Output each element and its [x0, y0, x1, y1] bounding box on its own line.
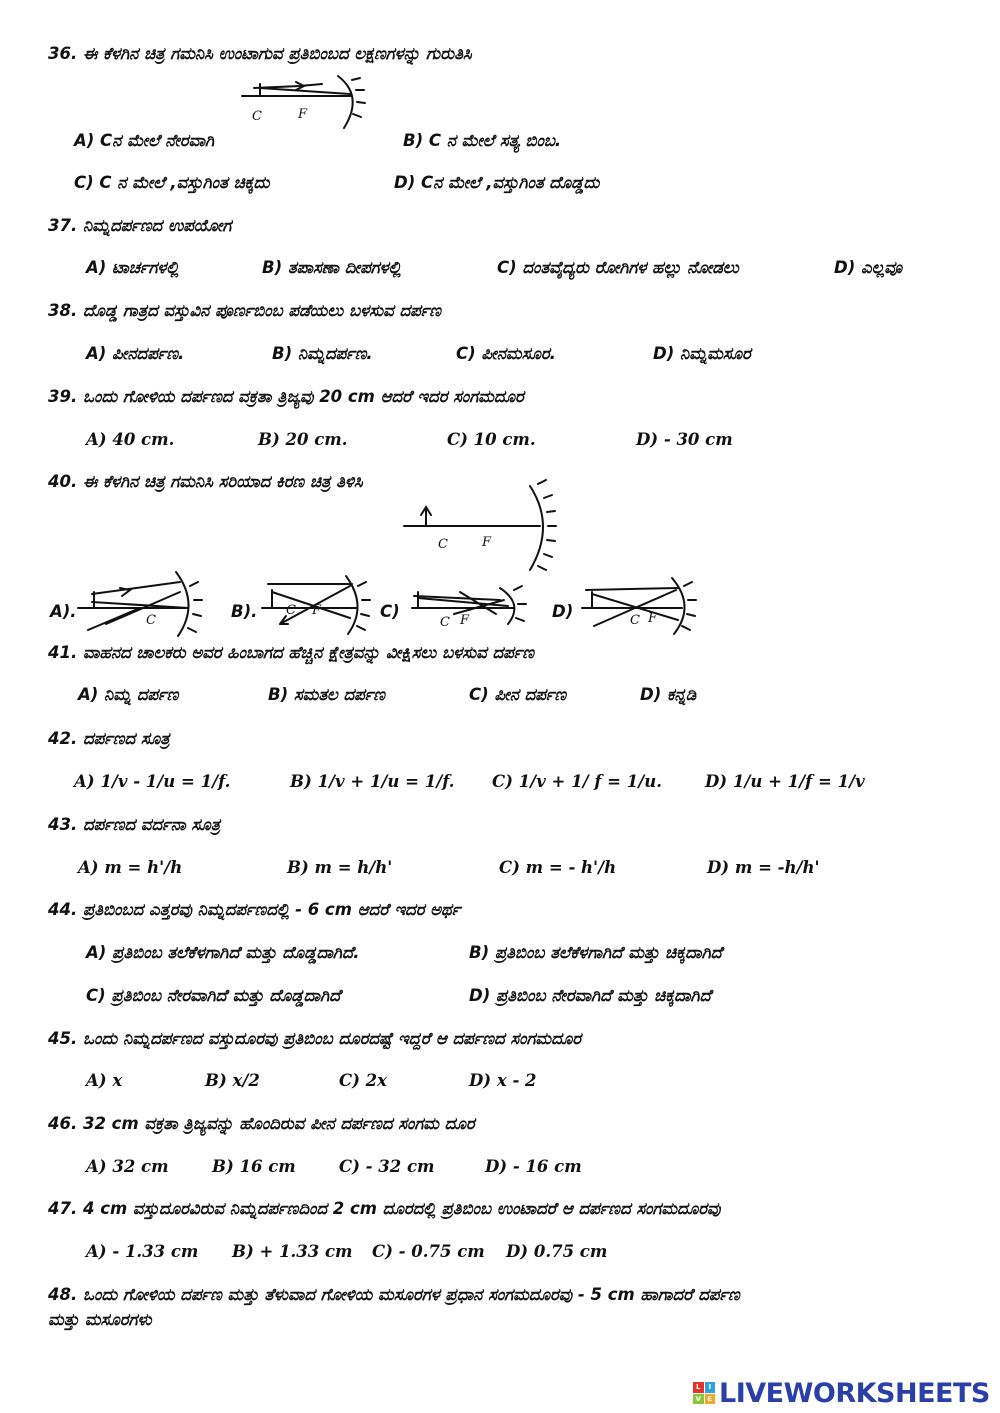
q37-option-c[interactable]: C) ದಂತವೈದ್ಯರು ರೋಗಿಗಳ ಹಲ್ಲು ನೋಡಲು [497, 258, 739, 277]
q39-option-c[interactable]: C) 10 cm. [447, 430, 536, 449]
q44-option-d[interactable]: D) ಪ್ರತಿಬಿಂಬ ನೇರವಾಗಿದೆ ಮತ್ತು ಚಿಕ್ಕದಾಗಿದೆ [469, 986, 711, 1005]
question-39: 39. ಒಂದು ಗೋಳಿಯ ದರ್ಪಣದ ವಕ್ರತಾ ತ್ರಿಜ್ಯವು 20 cm ಆದರೆ ಇದರ ಸಂಗಮದೂರ [48, 387, 524, 406]
q47-option-d[interactable]: D) 0.75 cm [506, 1242, 608, 1261]
q40d-f-label: F [648, 611, 658, 626]
question-44: 44. ಪ್ರತಿಬಿಂಬದ ಎತ್ತರವು ನಿಮ್ನದರ್ಪಣದಲ್ಲಿ - 6 cm ಆದರೆ ಇದರ ಅರ್ಥ [48, 900, 461, 919]
q40-option-b-diagram[interactable] [258, 572, 378, 638]
q40d-c-label: C [630, 613, 640, 628]
q41-option-d[interactable]: D) ಕನ್ನಡಿ [640, 685, 697, 704]
q36-option-d[interactable]: D) Cನ ಮೇಲೆ ,ವಸ್ತುಗಿಂತ ದೊಡ್ಡದು [394, 173, 600, 192]
q43-option-a[interactable]: A) m = h'/h [78, 858, 183, 877]
question-47: 47. 4 cm ವಸ್ತುದೂರವಿರುವ ನಿಮ್ನದರ್ಪಣದಿಂದ 2 cm ದೂರದಲ್ಲಿ ಪ್ರತಿಬಿಂಬ ಉಂಟಾದರೆ ಆ ದರ್ಪಣದ ಸಂಗಮದೂರವು [48, 1199, 721, 1218]
q40-main-diagram [400, 478, 570, 578]
q41-option-b[interactable]: B) ಸಮತಲ ದರ್ಪಣ [268, 685, 385, 704]
q41-option-a[interactable]: A) ನಿಮ್ನ ದರ್ಪಣ [78, 685, 179, 704]
q36-mirror-diagram [240, 70, 380, 132]
logo-mark-i: I [705, 1382, 716, 1393]
q37-option-b[interactable]: B) ತಪಾಸಣಾ ದೀಪಗಳಲ್ಲಿ [262, 258, 402, 277]
logo-mark-icon [693, 1382, 715, 1404]
q39-option-a[interactable]: A) 40 cm. [86, 430, 175, 449]
question-48: 48. ಒಂದು ಗೋಳಿಯ ದರ್ಪಣ ಮತ್ತು ತೆಳುವಾದ ಗೋಳಿಯ ಮಸೂರಗಳ ಪ್ರಧಾನ ಸಂಗಮದೂರವು - 5 cm ಹಾಗಾದರೆ ದರ್ಪಣ [48, 1285, 740, 1304]
q36-c-label: C [252, 109, 262, 124]
q46-option-d[interactable]: D) - 16 cm [485, 1157, 582, 1176]
logo-mark-l: L [693, 1382, 704, 1393]
q44-option-a[interactable]: A) ಪ್ರತಿಬಿಂಬ ತಲೆಕೆಳಗಾಗಿದೆ ಮತ್ತು ದೊಡ್ಡದಾಗಿದೆ. [86, 943, 360, 962]
q43-option-d[interactable]: D) m = -h/h' [707, 858, 820, 877]
q40b-c-label: C [286, 603, 296, 618]
logo-mark-e: E [705, 1394, 716, 1405]
q43-option-b[interactable]: B) m = h/h' [287, 858, 393, 877]
question-41: 41. ವಾಹನದ ಚಾಲಕರು ಅವರ ಹಿಂಬಾಗದ ಹೆಚ್ಚಿನ ಕ್ಷೇತ್ರವನ್ನು ವೀಕ್ಷಿಸಲು ಬಳಸುವ ದರ್ಪಣ [48, 643, 534, 662]
q40-option-a-diagram[interactable] [76, 568, 216, 638]
q38-option-a[interactable]: A) ಪೀನದರ್ಪಣ. [86, 344, 185, 363]
q45-option-d[interactable]: D) x - 2 [469, 1071, 537, 1090]
q47-option-b[interactable]: B) + 1.33 cm [232, 1242, 353, 1261]
question-46: 46. 32 cm ವಕ್ರತಾ ತ್ರಿಜ್ಯವನ್ನು ಹೊಂದಿರುವ ಪೀನ ದರ್ಪಣದ ಸಂಗಮ ದೂರ [48, 1114, 475, 1133]
q40-option-a[interactable]: A). [50, 602, 77, 621]
q40-option-b[interactable]: B). [231, 602, 258, 621]
q40-f-label: F [482, 535, 492, 550]
q37-option-a[interactable]: A) ಟಾರ್ಚಗಳಲ್ಲಿ [86, 258, 179, 277]
question-38: 38. ದೊಡ್ಡ ಗಾತ್ರದ ವಸ್ತುವಿನ ಪೂರ್ಣಬಿಂಬ ಪಡೆಯಲು ಬಳಸುವ ದರ್ಪಣ [48, 301, 441, 320]
q42-option-d[interactable]: D) 1/u + 1/f = 1/v [705, 772, 865, 791]
q38-option-c[interactable]: C) ಪೀನಮಸೂರ. [456, 344, 556, 363]
q45-option-b[interactable]: B) x/2 [205, 1071, 260, 1090]
q38-option-d[interactable]: D) ನಿಮ್ನಮಸೂರ [653, 344, 751, 363]
question-36: 36. ಈ ಕೆಳಗಿನ ಚಿತ್ರ ಗಮನಿಸಿ ಉಂಟಾಗುವ ಪ್ರತಿಬಿಂಬದ ಲಕ್ಷಣಗಳನ್ನು ಗುರುತಿಸಿ [48, 44, 472, 63]
q45-option-a[interactable]: A) x [86, 1071, 123, 1090]
q40-option-d-diagram[interactable] [578, 576, 708, 638]
q43-option-c[interactable]: C) m = - h'/h [499, 858, 617, 877]
q46-option-b[interactable]: B) 16 cm [212, 1157, 296, 1176]
q39-option-d[interactable]: D) - 30 cm [636, 430, 733, 449]
question-40: 40. ಈ ಕೆಳಗಿನ ಚಿತ್ರ ಗಮನಿಸಿ ಸರಿಯಾದ ಕಿರಣ ಚಿತ್ರ ತಿಳಿಸಿ [48, 472, 363, 491]
q39-option-b[interactable]: B) 20 cm. [258, 430, 348, 449]
q44-option-c[interactable]: C) ಪ್ರತಿಬಿಂಬ ನೇರವಾಗಿದೆ ಮತ್ತು ದೊಡ್ಡದಾಗಿದೆ [86, 986, 341, 1005]
q38-option-b[interactable]: B) ನಿಮ್ನದರ್ಪಣ. [272, 344, 373, 363]
q36-option-a[interactable]: A) Cನ ಮೇಲೆ ನೇರವಾಗಿ [74, 131, 215, 150]
logo-text: LIVEWORKSHEETS [719, 1377, 990, 1409]
q42-option-a[interactable]: A) 1/v - 1/u = 1/f. [74, 772, 231, 791]
question-37: 37. ನಿಮ್ನದರ್ಪಣದ ಉಪಯೋಗ [48, 216, 232, 235]
liveworksheets-logo [693, 1378, 990, 1408]
q36-option-b[interactable]: B) C ನ ಮೇಲೆ ಸತ್ಯ ಬಿಂಬ. [403, 131, 562, 150]
q41-option-c[interactable]: C) ಪೀನ ದರ್ಪಣ [469, 685, 567, 704]
q45-option-c[interactable]: C) 2x [339, 1071, 388, 1090]
q40-c-label: C [438, 537, 448, 552]
question-45: 45. ಒಂದು ನಿಮ್ನದರ್ಪಣದ ವಸ್ತುದೂರವು ಪ್ರತಿಬಿಂಬ ದೂರದಷ್ಟೆ ಇದ್ದರೆ ಆ ದರ್ಪಣದ ಸಂಗಮದೂರ [48, 1029, 581, 1048]
question-48-continued: ಮತ್ತು ಮಸೂರಗಳು [48, 1310, 152, 1329]
q42-option-b[interactable]: B) 1/v + 1/u = 1/f. [290, 772, 455, 791]
q40b-f-label: F [312, 603, 322, 618]
q40-option-c-diagram[interactable] [404, 578, 544, 634]
q47-option-a[interactable]: A) - 1.33 cm [86, 1242, 199, 1261]
q40c-f-label: F [460, 613, 470, 628]
q42-option-c[interactable]: C) 1/v + 1/ f = 1/u. [492, 772, 663, 791]
question-42: 42. ದರ್ಪಣದ ಸೂತ್ರ [48, 729, 170, 748]
logo-mark-v: V [693, 1394, 704, 1405]
q37-option-d[interactable]: D) ಎಲ್ಲವೂ [834, 258, 903, 277]
q40a-c-label: C [146, 613, 156, 628]
q36-f-label: F [298, 107, 308, 122]
q40-option-d[interactable]: D) [552, 602, 574, 621]
q44-option-b[interactable]: B) ಪ್ರತಿಬಿಂಬ ತಲೆಕೆಳಗಾಗಿದೆ ಮತ್ತು ಚಿಕ್ಕದಾಗಿದೆ [469, 943, 722, 962]
question-43: 43. ದರ್ಪಣದ ವರ್ದನಾ ಸೂತ್ರ [48, 815, 221, 834]
q46-option-a[interactable]: A) 32 cm [86, 1157, 169, 1176]
q47-option-c[interactable]: C) - 0.75 cm [372, 1242, 485, 1261]
q40c-c-label: C [440, 615, 450, 630]
q36-option-c[interactable]: C) C ನ ಮೇಲೆ ,ವಸ್ತುಗಿಂತ ಚಿಕ್ಕದು [74, 173, 270, 192]
q46-option-c[interactable]: C) - 32 cm [339, 1157, 435, 1176]
q40-option-c[interactable]: C) [380, 602, 400, 621]
